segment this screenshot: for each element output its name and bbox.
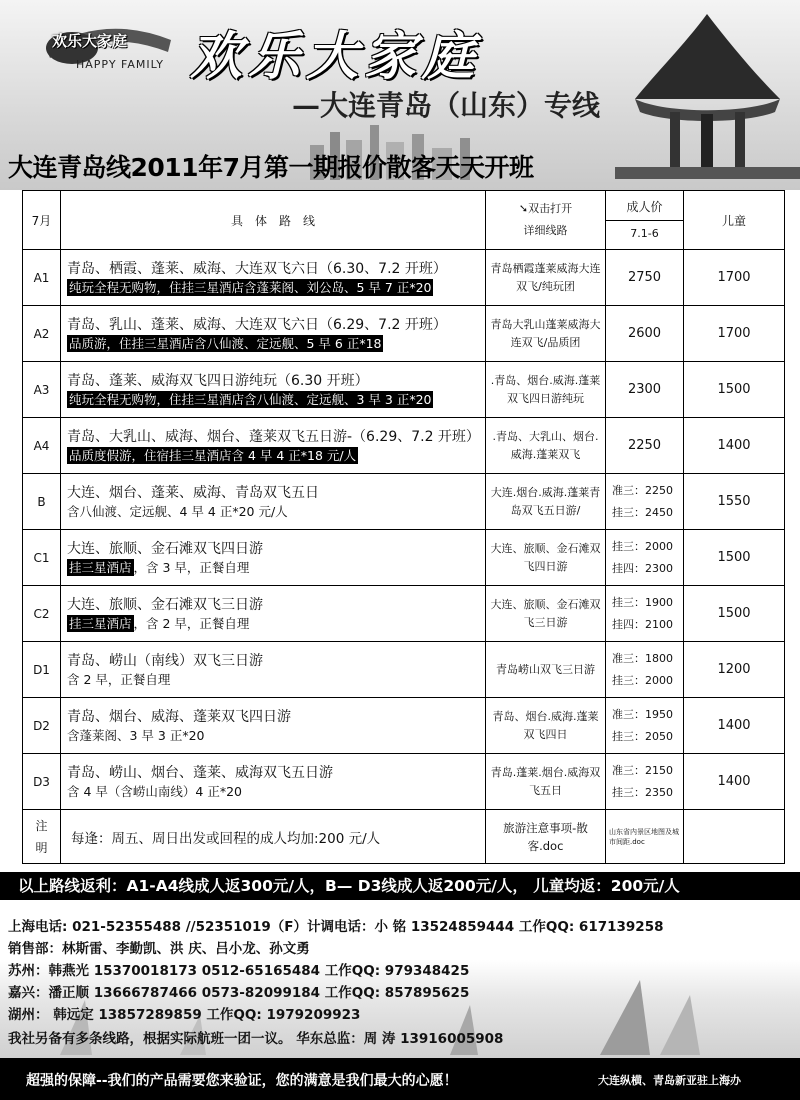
route-sub-text: 纯玩全程无购物，住挂三星酒店含蓬莱阁、刘公岛、5 早 7 正*20 (69, 279, 432, 295)
note-text: 每逢：周五、周日出发或回程的成人均加:200 元/人 (61, 810, 486, 864)
route-cell (61, 698, 486, 754)
arrow-icon: ➘ (518, 202, 529, 215)
route-main-line: 青岛、崂山、烟台、蓬莱、威海双飞五日游 (67, 764, 333, 781)
table-row (23, 474, 785, 530)
route-cell (61, 474, 486, 530)
route-main-line: 青岛、大乳山、威海、烟台、蓬莱双飞五日游-（6.29、7.2 开班） (67, 428, 480, 445)
child-price: 1400 (684, 698, 785, 754)
route-main-line: 大连、烟台、蓬莱、威海、青岛双飞五日 (67, 484, 319, 501)
detail-doc-link[interactable]: 大连.烟台.威海.蓬莱青岛双飞五日游/ (486, 474, 606, 530)
detail-doc-link[interactable]: 青岛.蓬莱.烟台.威海双飞五日 (486, 754, 606, 810)
row-code: C1 (23, 530, 61, 586)
route-cell (61, 530, 486, 586)
header-route: 具 体 路 线 (61, 191, 486, 250)
route-cell (61, 418, 486, 474)
route-main-line: 青岛、崂山（南线）双飞三日游 (67, 652, 263, 669)
header-child: 儿童 (684, 191, 785, 250)
adult-price-option: 挂三：2000 (612, 539, 673, 553)
table-row (23, 698, 785, 754)
route-sub-line (67, 559, 485, 577)
price-banner: 大连青岛线2011年7月第一期报价散客天天开班 (8, 153, 534, 182)
adult-price: 2300 (606, 362, 684, 418)
note-empty-cell (684, 810, 785, 864)
child-price: 1200 (684, 642, 785, 698)
header-adult (606, 191, 684, 250)
child-price: 1550 (684, 474, 785, 530)
route-sub-text: 纯玩全程无购物，住挂三星酒店含八仙渡、定远舰、3 早 3 正*20 (69, 391, 432, 407)
route-cell (61, 362, 486, 418)
route-main-line: 大连、旅顺、金石滩双飞三日游 (67, 596, 263, 613)
adult-price-option: 挂四：2300 (612, 561, 673, 575)
adult-price-options (606, 474, 684, 530)
page-title: 欢乐大家庭 (190, 27, 481, 87)
route-main-line: 青岛、烟台、威海、蓬莱双飞四日游 (67, 708, 291, 725)
detail-doc-link[interactable]: .青岛、烟台.威海.蓬莱双飞四日游纯玩 (486, 362, 606, 418)
map-doc-link[interactable]: 山东省内景区地图及城市间距.doc (606, 810, 684, 864)
header-adult-range: 7.1-6 (630, 226, 659, 240)
page-header (0, 0, 800, 190)
route-cell (61, 250, 486, 306)
detail-doc-link[interactable]: 大连、旅顺、金石滩双飞四日游 (486, 530, 606, 586)
route-sub-line (67, 447, 485, 465)
table-row (23, 418, 785, 474)
adult-price-option: 挂三：2350 (612, 785, 673, 799)
highlight-label: 挂三星酒店 (69, 615, 132, 631)
route-sub-text: 品质游，住挂三星酒店含八仙渡、定远舰、5 早 6 正*18 (69, 335, 382, 351)
notes-doc-link[interactable]: 旅游注意事项-散客.doc (486, 810, 606, 864)
highlight-label: 挂三星酒店 (69, 559, 132, 575)
detail-doc-link[interactable]: 青岛崂山双飞三日游 (486, 642, 606, 698)
adult-price-option: 挂三：2050 (612, 729, 673, 743)
header-detail (486, 191, 606, 250)
route-sub-text: ，含 3 早，正餐自理 (133, 559, 250, 575)
route-sub-line: 含 2 早，正餐自理 (67, 671, 171, 687)
price-table (22, 190, 785, 864)
header-detail-top: 双击打开 (528, 202, 573, 215)
contact-note: 我社另备有多条线路，根据实际航班一团一议。 华东总监：周 涛 13916005908 (8, 1031, 504, 1047)
logo-english-text: HAPPY FAMILY (76, 58, 165, 71)
adult-price-options (606, 754, 684, 810)
contact-jiaxing: 嘉兴：潘正顺 13666787466 0573-82099184 工作QQ: 857895625 (8, 985, 470, 1001)
page-footer (0, 1058, 800, 1100)
row-code: B (23, 474, 61, 530)
route-cell (61, 586, 486, 642)
contact-sales: 销售部：林斯雷、李勤凯、洪 庆、吕小龙、孙文勇 (8, 941, 310, 957)
row-code: D3 (23, 754, 61, 810)
adult-price-option: 准三：1800 (612, 651, 673, 665)
adult-price-option: 挂三：2450 (612, 505, 673, 519)
table-row (23, 530, 785, 586)
table-row (23, 362, 785, 418)
footer-agency: 大连纵横、青岛新亚驻上海办 (598, 1074, 741, 1087)
detail-doc-link[interactable]: 大连、旅顺、金石滩双飞三日游 (486, 586, 606, 642)
detail-doc-link[interactable]: .青岛、大乳山、烟台.威海.蓬莱双飞 (486, 418, 606, 474)
header-adult-label: 成人价 (606, 194, 683, 221)
adult-price: 2250 (606, 418, 684, 474)
row-code: C2 (23, 586, 61, 642)
adult-price-option: 挂三：2000 (612, 673, 673, 687)
child-price: 1700 (684, 250, 785, 306)
contact-section (0, 905, 800, 1055)
route-cell (61, 642, 486, 698)
adult-price-option: 准三：2250 (612, 483, 673, 497)
footer-slogan: 超强的保障--我们的产品需要您来验证，您的满意是我们最大的心愿！ (26, 1073, 458, 1089)
adult-price-options (606, 586, 684, 642)
route-main-line: 青岛、栖霞、蓬莱、威海、大连双飞六日（6.30、7.2 开班） (67, 260, 447, 277)
adult-price-option: 准三：1950 (612, 707, 673, 721)
route-sub-line: 含 4 早（含崂山南线）4 正*20 (67, 783, 242, 799)
child-price: 1500 (684, 530, 785, 586)
route-cell (61, 754, 486, 810)
adult-price: 2600 (606, 306, 684, 362)
detail-doc-link[interactable]: 青岛栖霞蓬莱威海大连双飞/纯玩团 (486, 250, 606, 306)
row-code: A4 (23, 418, 61, 474)
route-main-line: 大连、旅顺、金石滩双飞四日游 (67, 540, 263, 557)
detail-doc-link[interactable]: 青岛大乳山蓬莱威海大连双飞/品质团 (486, 306, 606, 362)
row-code: A3 (23, 362, 61, 418)
route-main-line: 青岛、乳山、蓬莱、威海、大连双飞六日（6.29、7.2 开班） (67, 316, 447, 333)
header-detail-bottom: 详细线路 (523, 224, 568, 237)
child-price: 1700 (684, 306, 785, 362)
route-sub-line: 含八仙渡、定远舰、4 早 4 正*20 元/人 (67, 503, 288, 519)
route-sub-line (67, 391, 485, 409)
logo-text: 欢乐大家庭 (52, 32, 128, 50)
child-price: 1400 (684, 754, 785, 810)
table-row (23, 306, 785, 362)
table-row (23, 586, 785, 642)
may-fourth-square-sculpture-graphic (615, 4, 800, 179)
price-table-container (22, 190, 784, 864)
contact-shanghai: 上海电话: 021-52355488 //52351019（F）计调电话：小 铭 13524859444 工作QQ: 617139258 (8, 919, 664, 935)
adult-price-option: 挂四：2100 (612, 617, 673, 631)
page-subtitle: —大连青岛（山东）专线 (292, 89, 601, 122)
adult-price-options (606, 698, 684, 754)
row-code: D2 (23, 698, 61, 754)
adult-price: 2750 (606, 250, 684, 306)
child-price: 1500 (684, 586, 785, 642)
adult-price-option: 准三：2150 (612, 763, 673, 777)
header-month: 7月 (23, 191, 61, 250)
adult-price-option: 挂三：1900 (612, 595, 673, 609)
adult-price-options (606, 530, 684, 586)
child-price: 1400 (684, 418, 785, 474)
route-sub-text: 品质度假游，住宿挂三星酒店含 4 早 4 正*18 元/人 (69, 447, 357, 463)
route-cell (61, 306, 486, 362)
row-code: D1 (23, 642, 61, 698)
route-main-line: 青岛、蓬莱、威海双飞四日游纯玩（6.30 开班） (67, 372, 369, 389)
table-row (23, 642, 785, 698)
route-sub-text: ，含 2 早，正餐自理 (133, 615, 250, 631)
table-header-row (23, 191, 785, 250)
adult-price-options (606, 642, 684, 698)
route-sub-line (67, 335, 485, 353)
child-price: 1500 (684, 362, 785, 418)
route-sub-line: 含蓬莱阁、3 早 3 正*20 (67, 727, 205, 743)
detail-doc-link[interactable]: 青岛、烟台.威海.蓬莱双飞四日 (486, 698, 606, 754)
table-row (23, 250, 785, 306)
table-row-note (23, 810, 785, 864)
route-sub-line (67, 279, 485, 297)
refund-banner: 以上路线返利：A1-A4线成人返300元/人，B— D3线成人返200元/人， 儿童均返：200元/人 (0, 872, 800, 900)
row-code: A2 (23, 306, 61, 362)
row-code: A1 (23, 250, 61, 306)
contact-huzhou: 湖州： 韩远定 13857289859 工作QQ: 1979209923 (8, 1007, 361, 1023)
note-label: 注明 (23, 810, 61, 864)
table-row (23, 754, 785, 810)
contact-suzhou: 苏州：韩燕光 15370018173 0512-65165484 工作QQ: 979348425 (8, 963, 470, 979)
route-sub-line (67, 615, 485, 633)
